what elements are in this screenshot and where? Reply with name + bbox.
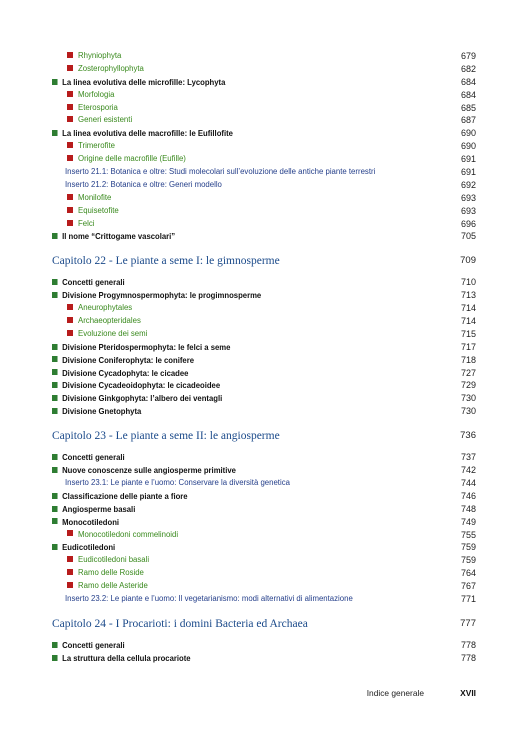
toc-insert-entry[interactable] xyxy=(52,477,476,490)
toc-page-number: 749 xyxy=(460,516,476,527)
toc-entry-text xyxy=(65,166,375,179)
toc-entry-label: Morfologia xyxy=(78,89,115,99)
toc-page-number: 730 xyxy=(460,393,476,404)
toc-entry-text xyxy=(52,405,141,418)
toc-entry-text xyxy=(52,230,175,243)
toc-entry-label: Inserto 21.2: Botanica e oltre: Generi modello xyxy=(65,179,222,189)
toc-entry-text xyxy=(52,289,261,302)
toc-page-number: 691 xyxy=(460,154,476,165)
toc-page-number: 759 xyxy=(460,542,476,553)
green-square-bullet-icon xyxy=(52,467,58,473)
red-square-bullet-icon xyxy=(67,194,73,200)
green-square-bullet-icon xyxy=(52,382,58,388)
toc-page-number: 690 xyxy=(460,141,476,152)
toc-entry[interactable] xyxy=(52,153,476,166)
toc-entry[interactable] xyxy=(52,379,476,392)
toc-entry-text xyxy=(52,354,194,367)
toc-entry-label: Divisione Progymnospermophyta: le progimnosperme xyxy=(62,290,262,301)
toc-page-number: 718 xyxy=(460,354,476,365)
toc-page-number: 759 xyxy=(460,555,476,566)
toc-entry-text xyxy=(67,580,148,593)
toc-insert-entry[interactable] xyxy=(52,593,476,606)
green-square-bullet-icon xyxy=(52,79,58,85)
toc-entry-text xyxy=(52,652,191,665)
toc-entry-text xyxy=(67,114,132,127)
toc-page-number: 682 xyxy=(460,63,476,74)
toc-entry[interactable] xyxy=(52,490,476,503)
toc-entry[interactable] xyxy=(52,315,476,328)
green-square-bullet-icon xyxy=(52,344,58,350)
toc-page-number: 684 xyxy=(460,89,476,100)
toc-entry-label: La linea evolutiva delle microfille: Lycophyta xyxy=(62,76,226,87)
toc-entry-label: Angiosperme basali xyxy=(62,503,136,514)
toc-entry-label: Rhyniophyta xyxy=(78,51,122,60)
toc-entry[interactable] xyxy=(52,50,476,63)
toc-page-number: 778 xyxy=(460,652,476,663)
toc-entry[interactable] xyxy=(52,503,476,516)
toc-entry[interactable] xyxy=(52,192,476,205)
toc-page-number: 715 xyxy=(460,328,476,339)
toc-page-number: 705 xyxy=(460,231,476,242)
toc-entry-label: Inserto 21.1: Botanica e oltre: Studi molecolari sull’evoluzione delle antiche piante terrestri xyxy=(65,167,376,177)
toc-entry-label: Monocotiledoni commelinoidi xyxy=(78,529,179,539)
toc-entry-text xyxy=(65,477,290,490)
chapter-page-number: 709 xyxy=(460,255,476,267)
green-square-bullet-icon xyxy=(52,130,58,136)
toc-entry-label: Divisione Cycadeoidophyta: le cicadeoidee xyxy=(62,380,221,391)
toc-entry[interactable] xyxy=(52,218,476,231)
toc-page-number: 737 xyxy=(460,452,476,463)
red-square-bullet-icon xyxy=(67,65,73,71)
red-square-bullet-icon xyxy=(67,304,73,310)
toc-entry-text xyxy=(52,367,188,380)
toc-page-number: 693 xyxy=(460,205,476,216)
footer-label: Indice generale xyxy=(366,688,424,698)
green-square-bullet-icon xyxy=(52,279,58,285)
toc-page-number: 767 xyxy=(460,581,476,592)
toc-entry-text xyxy=(67,192,111,205)
toc-entry-text xyxy=(67,302,132,315)
chapter-page-number: 777 xyxy=(460,617,476,629)
green-square-bullet-icon xyxy=(52,506,58,512)
toc-entry-label: Trimerofite xyxy=(78,141,115,151)
toc-entry-label: Ramo delle Roside xyxy=(78,568,144,578)
red-square-bullet-icon xyxy=(67,104,73,110)
toc-entry[interactable] xyxy=(52,76,476,89)
toc-entry-label: Inserto 23.1: Le piante e l’uomo: Conservare la diversità genetica xyxy=(65,477,290,487)
toc-page-number: 748 xyxy=(460,503,476,514)
toc-entry-label: Concetti generali xyxy=(62,277,125,288)
toc-entry-label: Aneurophytales xyxy=(78,303,133,313)
toc-entry-label: Equisetofite xyxy=(78,205,119,215)
red-square-bullet-icon xyxy=(67,207,73,213)
toc-entry-label: Divisione Coniferophyta: le conifere xyxy=(62,354,194,365)
green-square-bullet-icon xyxy=(52,518,58,524)
toc-entry-text xyxy=(52,541,115,554)
toc-entry-text xyxy=(52,639,125,652)
toc-entry[interactable] xyxy=(52,367,476,380)
toc-entry-label: Eudicotiledoni xyxy=(62,542,116,553)
green-square-bullet-icon xyxy=(52,655,58,661)
toc-entry-text xyxy=(67,63,144,76)
toc-entry-label: Felci xyxy=(78,218,95,228)
toc-entry-label: Evoluzione dei semi xyxy=(78,328,148,338)
toc-entry-label: Divisione Gnetophyta xyxy=(62,406,142,417)
toc-entry[interactable] xyxy=(52,529,476,542)
toc-entry-text xyxy=(52,392,222,405)
toc-entry-label: Zosterophyllophyta xyxy=(78,63,144,73)
green-square-bullet-icon xyxy=(52,369,58,375)
toc-page-number: 710 xyxy=(460,277,476,288)
toc-entry-text xyxy=(67,315,141,328)
chapter-title: Capitolo 24 - I Procarioti: i domini Bacteria ed Archaea xyxy=(52,617,308,630)
green-square-bullet-icon xyxy=(52,395,58,401)
toc-insert-entry[interactable] xyxy=(52,166,476,179)
toc-page-number: 693 xyxy=(460,192,476,203)
red-square-bullet-icon xyxy=(67,330,73,336)
toc-entry-label: Classificazione delle piante a fiore xyxy=(62,490,188,501)
toc-entry-text xyxy=(65,593,353,606)
chapter-heading[interactable] xyxy=(52,614,476,634)
chapter-title: Capitolo 23 - Le piante a seme II: le angiosperme xyxy=(52,430,280,443)
toc-entry[interactable] xyxy=(52,554,476,567)
toc-entry[interactable] xyxy=(52,392,476,405)
toc-page-number: 684 xyxy=(460,76,476,87)
toc-entry-label: Archaeopteridales xyxy=(78,316,141,326)
green-square-bullet-icon xyxy=(52,292,58,298)
toc-entry[interactable] xyxy=(52,63,476,76)
toc-entry-text xyxy=(52,464,236,477)
toc-entry-label: Concetti generali xyxy=(62,639,125,650)
toc-entry[interactable] xyxy=(52,328,476,341)
red-square-bullet-icon xyxy=(67,220,73,226)
toc-entry-label: Eudicotiledoni basali xyxy=(78,555,150,565)
toc-entry-label: Nuove conoscenze sulle angiosperme primitive xyxy=(62,465,236,476)
chapter-title: Capitolo 22 - Le piante a seme I: le gimnosperme xyxy=(52,255,280,268)
red-square-bullet-icon xyxy=(67,116,73,122)
toc-entry-label: Generi esistenti xyxy=(78,115,133,125)
toc-entry[interactable] xyxy=(52,652,476,665)
toc-entry-text xyxy=(67,50,121,63)
green-square-bullet-icon xyxy=(52,493,58,499)
toc-page-number: 755 xyxy=(460,529,476,540)
toc-entry-label: Il nome “Crittogame vascolari” xyxy=(62,231,176,242)
red-square-bullet-icon xyxy=(67,155,73,161)
toc-insert-entry[interactable] xyxy=(52,179,476,192)
footer-page-number: XVII xyxy=(460,688,476,698)
green-square-bullet-icon xyxy=(52,544,58,550)
red-square-bullet-icon xyxy=(67,91,73,97)
toc-entry[interactable] xyxy=(52,580,476,593)
toc-entry-label: Monocotiledoni xyxy=(62,516,120,527)
green-square-bullet-icon xyxy=(52,454,58,460)
toc-page-number: 713 xyxy=(460,290,476,301)
toc-entry-text xyxy=(67,205,119,218)
toc-entry[interactable] xyxy=(52,127,476,140)
toc-entry-text xyxy=(67,529,178,542)
red-square-bullet-icon xyxy=(67,569,73,575)
toc-entry[interactable] xyxy=(52,89,476,102)
toc-page-number: 687 xyxy=(460,115,476,126)
red-square-bullet-icon xyxy=(67,142,73,148)
toc-entry-text xyxy=(67,89,114,102)
toc-page-number: 744 xyxy=(460,477,476,488)
toc-page-number: 771 xyxy=(460,593,476,604)
chapter-heading[interactable] xyxy=(52,426,476,446)
toc-entry-label: Eterosporia xyxy=(78,102,118,112)
toc-entry[interactable] xyxy=(52,114,476,127)
toc-entry[interactable] xyxy=(52,639,476,652)
toc-entry-text xyxy=(67,140,115,153)
toc-entry-label: Monilofite xyxy=(78,192,112,202)
toc-page-number: 746 xyxy=(460,490,476,501)
green-square-bullet-icon xyxy=(52,233,58,239)
toc-page-number: 690 xyxy=(460,128,476,139)
toc-page-number: 717 xyxy=(460,341,476,352)
toc-entry-label: La linea evolutiva delle macrofille: le Eufillofite xyxy=(62,128,233,139)
red-square-bullet-icon xyxy=(67,582,73,588)
red-square-bullet-icon xyxy=(67,52,73,58)
toc-entry-label: Divisione Ginkgophyta: l’albero dei ventagli xyxy=(62,393,223,404)
toc-entry[interactable] xyxy=(52,140,476,153)
toc-entry-text xyxy=(52,76,225,89)
toc-entry-text xyxy=(67,567,144,580)
toc-entry[interactable] xyxy=(52,230,476,243)
chapter-page-number: 736 xyxy=(460,430,476,442)
table-of-contents xyxy=(52,50,476,665)
toc-entry-text xyxy=(67,153,186,166)
toc-entry-label: Origine delle macrofille (Eufille) xyxy=(78,154,186,164)
toc-page-number: 692 xyxy=(460,179,476,190)
toc-entry-text xyxy=(52,341,230,354)
toc-entry-text xyxy=(52,127,233,140)
toc-page-number: 714 xyxy=(460,316,476,327)
green-square-bullet-icon xyxy=(52,408,58,414)
toc-entry-label: Concetti generali xyxy=(62,452,125,463)
toc-entry[interactable] xyxy=(52,302,476,315)
toc-entry[interactable] xyxy=(52,405,476,418)
toc-entry-text xyxy=(52,379,220,392)
toc-page-number: 764 xyxy=(460,568,476,579)
green-square-bullet-icon xyxy=(52,642,58,648)
toc-page-number: 727 xyxy=(460,367,476,378)
toc-entry-text xyxy=(52,451,125,464)
toc-entry-text xyxy=(52,503,135,516)
toc-page-number: 729 xyxy=(460,380,476,391)
toc-page-number: 742 xyxy=(460,465,476,476)
toc-entry[interactable] xyxy=(52,464,476,477)
toc-entry-label: Divisione Pteridospermophyta: le felci a seme xyxy=(62,341,231,352)
toc-entry-text xyxy=(52,516,119,529)
toc-entry-text xyxy=(67,218,94,231)
red-square-bullet-icon xyxy=(67,317,73,323)
toc-page-number: 730 xyxy=(460,406,476,417)
toc-entry-label: Inserto 23.2: Le piante e l’uomo: Il vegetarianismo: modi alternativi di alimentazione xyxy=(65,593,353,603)
toc-entry[interactable] xyxy=(52,341,476,354)
toc-page-number: 714 xyxy=(460,303,476,314)
toc-entry[interactable] xyxy=(52,289,476,302)
chapter-heading[interactable] xyxy=(52,251,476,271)
toc-entry[interactable] xyxy=(52,102,476,115)
toc-entry-text xyxy=(52,490,188,503)
red-square-bullet-icon xyxy=(67,556,73,562)
toc-page-number: 696 xyxy=(460,218,476,229)
green-square-bullet-icon xyxy=(52,356,58,362)
toc-entry[interactable] xyxy=(52,451,476,464)
toc-entry-text xyxy=(67,554,149,567)
toc-page-number: 691 xyxy=(460,167,476,178)
toc-entry[interactable] xyxy=(52,276,476,289)
red-square-bullet-icon xyxy=(67,530,73,536)
toc-entry[interactable] xyxy=(52,516,476,529)
toc-page-number: 685 xyxy=(460,102,476,113)
toc-entry[interactable] xyxy=(52,205,476,218)
toc-entry-text xyxy=(52,276,125,289)
toc-entry-label: Divisione Cycadophyta: le cicadee xyxy=(62,367,189,378)
toc-entry[interactable] xyxy=(52,541,476,554)
toc-entry[interactable] xyxy=(52,354,476,367)
toc-entry-text xyxy=(67,328,147,341)
toc-entry-text xyxy=(65,179,222,192)
toc-entry-text xyxy=(67,102,118,115)
toc-page-number: 778 xyxy=(460,639,476,650)
toc-page-number: 679 xyxy=(460,51,476,61)
toc-entry[interactable] xyxy=(52,567,476,580)
toc-entry-label: La struttura della cellula procariote xyxy=(62,652,191,663)
toc-entry-label: Ramo delle Asteride xyxy=(78,581,148,591)
